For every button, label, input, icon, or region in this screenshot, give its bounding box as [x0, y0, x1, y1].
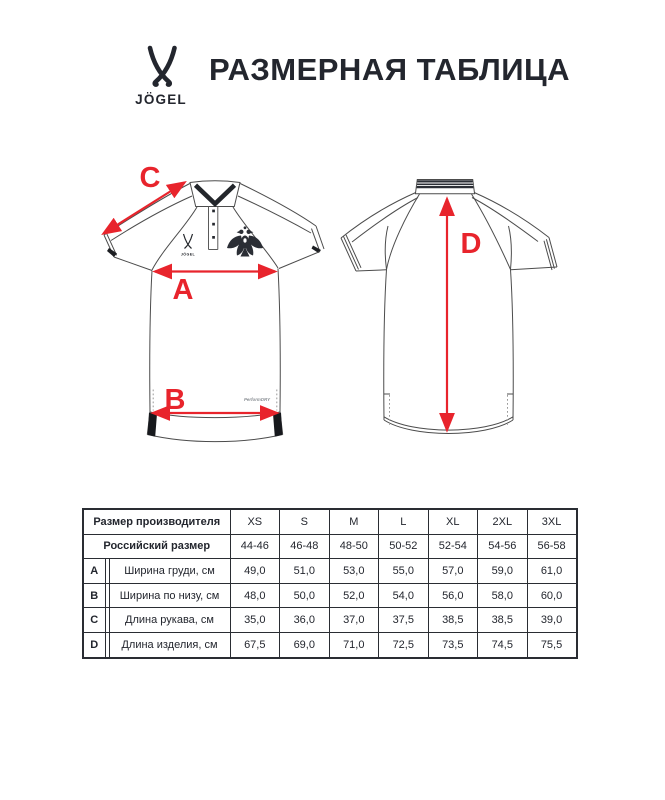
jogel-logo-icon — [128, 38, 208, 112]
measure-row-b — [83, 583, 577, 608]
value-cell: 56,0 — [428, 583, 478, 608]
back-left-raglan-seam — [387, 194, 420, 270]
shirt-measure-diagram — [0, 140, 665, 510]
front-left-cuff-mark — [107, 248, 117, 257]
size-header-s: S — [280, 509, 330, 534]
russian-size-cell: 46-48 — [280, 534, 330, 559]
front-body-right-side — [278, 269, 280, 413]
chest-logo-text: JÖGEL — [180, 252, 196, 257]
value-cell: 38,5 — [428, 608, 478, 633]
value-cell: 58,0 — [478, 583, 528, 608]
tech-fabric-label: PerformDRY — [243, 397, 271, 402]
size-table — [82, 508, 578, 659]
back-left-cuff-stripes — [344, 235, 362, 270]
back-right-armhole — [509, 226, 512, 270]
value-cell: 35,0 — [230, 608, 280, 633]
measure-letter: C — [83, 608, 105, 633]
producer-size-row — [83, 509, 577, 534]
measure-label: Длина рукава, см — [109, 608, 230, 633]
value-cell: 61,0 — [527, 559, 577, 584]
back-collar-band — [417, 180, 474, 188]
value-cell: 55,0 — [379, 559, 429, 584]
value-cell: 51,0 — [280, 559, 330, 584]
back-body-left-side — [384, 270, 387, 421]
back-right-underarm-edge — [511, 267, 558, 270]
measurement-arrows — [104, 183, 448, 431]
front-left-raglan-seam — [152, 207, 197, 270]
back-body-right-side — [511, 270, 514, 421]
back-left-cuff-edge — [341, 238, 356, 271]
front-placket — [209, 207, 218, 250]
label-c: C — [139, 162, 161, 194]
label-a: A — [172, 274, 194, 306]
russian-size-header: Российский размер — [83, 534, 230, 559]
size-header-l: L — [379, 509, 429, 534]
measure-letter: A — [83, 559, 105, 584]
russian-size-cell: 48-50 — [329, 534, 379, 559]
value-cell: 73,5 — [428, 632, 478, 657]
measure-label: Ширина груди, см — [109, 559, 230, 584]
value-cell: 69,0 — [280, 632, 330, 657]
brand-logo — [128, 38, 208, 117]
front-hem-bottom — [147, 435, 282, 442]
measure-row-a — [83, 559, 577, 584]
measure-label: Ширина по низу, см — [109, 583, 230, 608]
producer-size-header: Размер производителя — [83, 509, 230, 534]
measure-row-c — [83, 608, 577, 633]
measure-row-d — [83, 632, 577, 657]
value-cell: 71,0 — [329, 632, 379, 657]
size-header-xl: XL — [428, 509, 478, 534]
value-cell: 39,0 — [527, 608, 577, 633]
value-cell: 37,5 — [379, 608, 429, 633]
front-buttons — [212, 210, 215, 239]
front-body-left-side — [150, 271, 152, 413]
back-left-underarm-edge — [356, 270, 387, 271]
russia-eagle-emblem-icon — [227, 226, 263, 256]
value-cell: 54,0 — [379, 583, 429, 608]
russian-size-cell: 44-46 — [230, 534, 280, 559]
value-cell: 37,0 — [329, 608, 379, 633]
value-cell: 49,0 — [230, 559, 280, 584]
russian-size-cell: 52-54 — [428, 534, 478, 559]
russian-size-cell: 54-56 — [478, 534, 528, 559]
measure-letter: D — [83, 632, 105, 657]
label-d: D — [460, 228, 482, 260]
value-cell: 52,0 — [329, 583, 379, 608]
russian-size-row — [83, 534, 577, 559]
jogel-wordmark: JÖGEL — [135, 92, 187, 107]
value-cell: 53,0 — [329, 559, 379, 584]
front-right-shoulder-edge — [240, 184, 316, 227]
measure-label: Длина изделия, см — [109, 632, 230, 657]
measurement-labels — [140, 162, 482, 416]
page-title: РАЗМЕРНАЯ ТАБЛИЦА — [209, 52, 571, 87]
back-right-shoulder-edge — [474, 193, 549, 238]
russian-size-cell: 56-58 — [527, 534, 577, 559]
back-hem-edge — [384, 420, 513, 434]
russian-size-cell: 50-52 — [379, 534, 429, 559]
value-cell: 75,5 — [527, 632, 577, 657]
value-cell: 38,5 — [478, 608, 528, 633]
label-b: B — [164, 384, 186, 416]
size-header-m: M — [329, 509, 379, 534]
value-cell: 57,0 — [428, 559, 478, 584]
jogel-v-symbol-icon — [150, 48, 175, 85]
value-cell: 67,5 — [230, 632, 280, 657]
value-cell: 72,5 — [379, 632, 429, 657]
back-left-sleeve-seam — [352, 198, 418, 243]
measure-letter: B — [83, 583, 105, 608]
front-hem-black-right — [273, 413, 282, 437]
size-header-2xl: 2XL — [478, 509, 528, 534]
back-right-cuff-stripes — [544, 239, 554, 270]
back-side-vent-stitches — [390, 395, 508, 427]
front-left-underarm-edge — [114, 257, 152, 271]
front-shirt-drawing — [104, 181, 324, 442]
chest-brand-logo-icon — [181, 234, 196, 257]
value-cell: 74,5 — [478, 632, 528, 657]
back-shirt-drawing — [341, 180, 557, 434]
front-right-underarm-edge — [279, 252, 320, 269]
value-cell: 48,0 — [230, 583, 280, 608]
size-header-xs: XS — [230, 509, 280, 534]
value-cell: 36,0 — [280, 608, 330, 633]
back-right-sleeve-seam — [472, 198, 538, 242]
size-header-3xl: 3XL — [527, 509, 577, 534]
back-left-shoulder-edge — [341, 193, 416, 239]
value-cell: 59,0 — [478, 559, 528, 584]
front-hem-black-left — [148, 413, 157, 437]
value-cell: 60,0 — [527, 583, 577, 608]
value-cell: 50,0 — [280, 583, 330, 608]
